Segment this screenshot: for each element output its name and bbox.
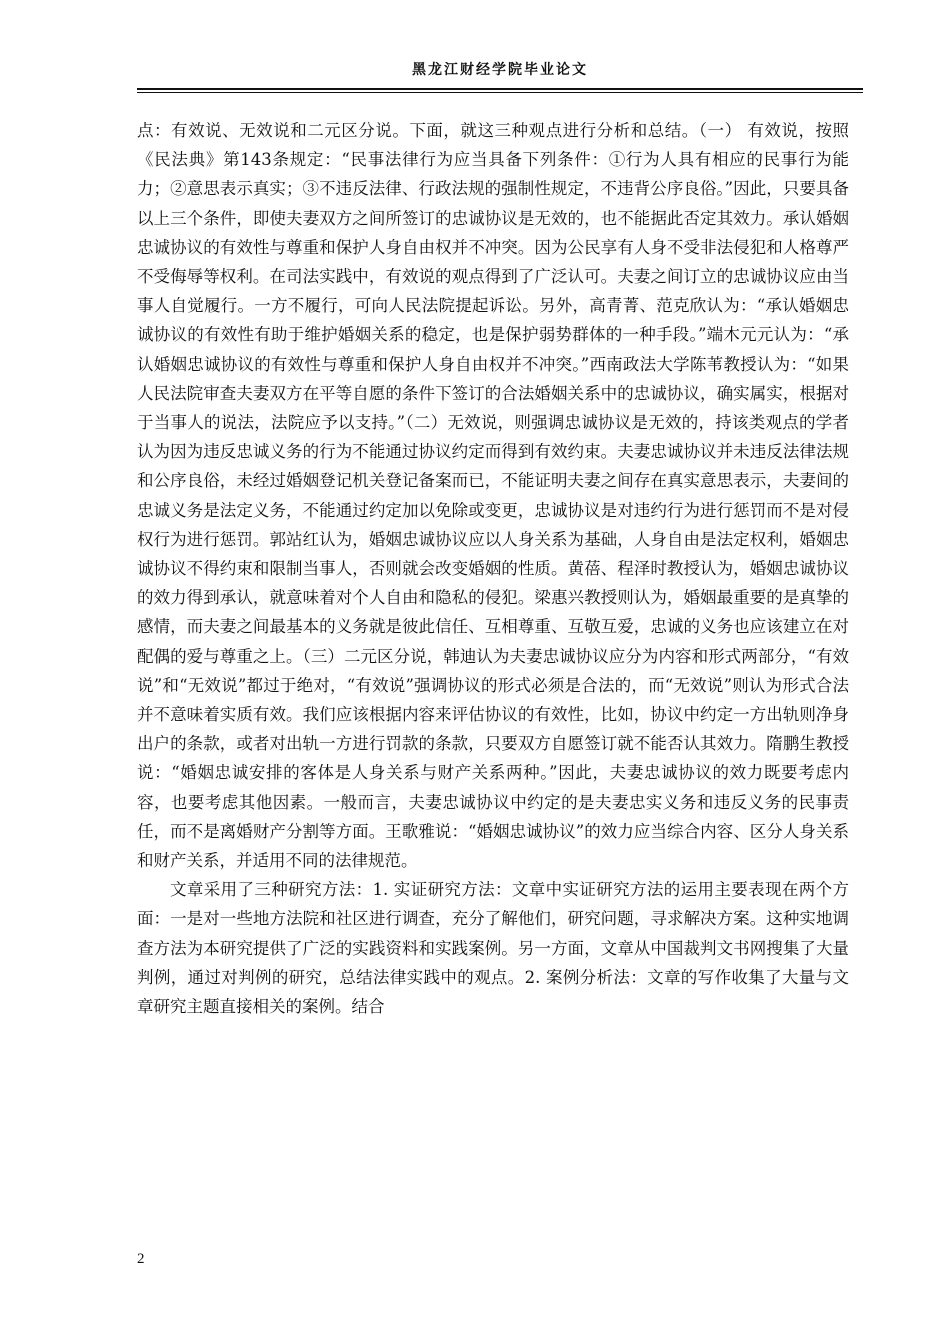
document-body [137,116,849,1021]
header-rule [137,88,863,90]
body-paragraph-1: 点：有效说、无效说和二元区分说。下面，就这三种观点进行分析和总结。（一） 有效说，按照《民法典》第143条规定：“民事法律行为应当具备下列条件：①行为人具有相应的民事行为能力；②意思表示真实；③不违反法律、行政法规的强制性规定，不违背公序良俗。”因此，只要具备以上三个条件，即使夫妻双方之间所签订的忠诚协议是无效的，也不能据此否定其效力。承认婚姻忠诚协议的有效性与尊重和保护人身自由权并不冲突。因为公民享有人身不受非法侵犯和人格尊严不受侮辱等权利。在司法实践中，有效说的观点得到了广泛认可。夫妻之间订立的忠诚协议应由当事人自觉履行。一方不履行，可向人民法院提起诉讼。另外，高青菁、范克欣认为：“承认婚姻忠诚协议的有效性有助于维护婚姻关系的稳定，也是保护弱势群体的一种手段。”端木元元认为：“承认婚姻忠诚协议的有效性与尊重和保护人身自由权并不冲突。”西南政法大学陈苇教授认为：“如果人民法院审查夫妻双方在平等自愿的条件下签订的合法婚姻关系中的忠诚协议，确实属实，根据对于当事人的说法，法院应予以支持。”（二）无效说，则强调忠诚协议是无效的，持该类观点的学者认为因为违反忠诚义务的行为不能通过协议约定而得到有效约束。夫妻忠诚协议并未违反法律法规和公序良俗，未经过婚姻登记机关登记备案而已，不能证明夫妻之间存在真实意思表示，夫妻间的忠诚义务是法定义务，不能通过约定加以免除或变更，忠诚协议是对违约行为进行惩罚而不是对侵权行为进行惩罚。郭站红认为，婚姻忠诚协议应以人身关系为基础，人身自由是法定权利，婚姻忠诚协议不得约束和限制当事人，否则就会改变婚姻的性质。黄蓓、程泽时教授认为，婚姻忠诚协议的效力得到承认，就意味着对个人自由和隐私的侵犯。梁惠兴教授则认为，婚姻最重要的是真挚的感情，而夫妻之间最基本的义务就是彼此信任、互相尊重、互敬互爱，忠诚的义务也应该建立在对配偶的爱与尊重之上。（三）二元区分说，韩迪认为夫妻忠诚协议应分为内容和形式两部分，“有效说”和“无效说”都过于绝对，“有效说”强调协议的形式必须是合法的，而“无效说”则认为形式合法并不意味着实质有效。我们应该根据内容来评估协议的有效性，比如，协议中约定一方出轨则净身出户的条款，或者对出轨一方进行罚款的条款，只要双方自愿签订就不能否认其效力。隋鹏生教授说：“婚姻忠诚安排的客体是人身关系与财产关系两种。”因此，夫妻忠诚协议的效力既要考虑内容，也要考虑其他因素。一般而言，夫妻忠诚协议中约定的是夫妻忠实义务和违反义务的民事责任，而不是离婚财产分割等方面。王歌雅说：“婚姻忠诚协议”的效力应当综合内容、区分人身关系和财产关系，并适用不同的法律规范。 [137,121,849,871]
header-rule-thin [137,92,863,93]
header-title: 黑龙江财经学院毕业论文 [412,62,588,78]
page-number: 2 [137,1251,145,1267]
page-header [137,58,863,86]
body-paragraph-2: 文章采用了三种研究方法：1. 实证研究方法：文章中实证研究方法的运用主要表现在两个方面：一是对一些地方法院和社区进行调查，充分了解他们，研究问题，寻求解决方案。这种实地调查方法为本研究提供了广泛的实践资料和实践案例。另一方面，文章从中国裁判文书网搜集了大量判例，通过对判例的研究，总结法律实践中的观点。2. 案例分析法：文章的写作收集了大量与文章研究主题直接相关的案例。结合 [137,880,849,1017]
